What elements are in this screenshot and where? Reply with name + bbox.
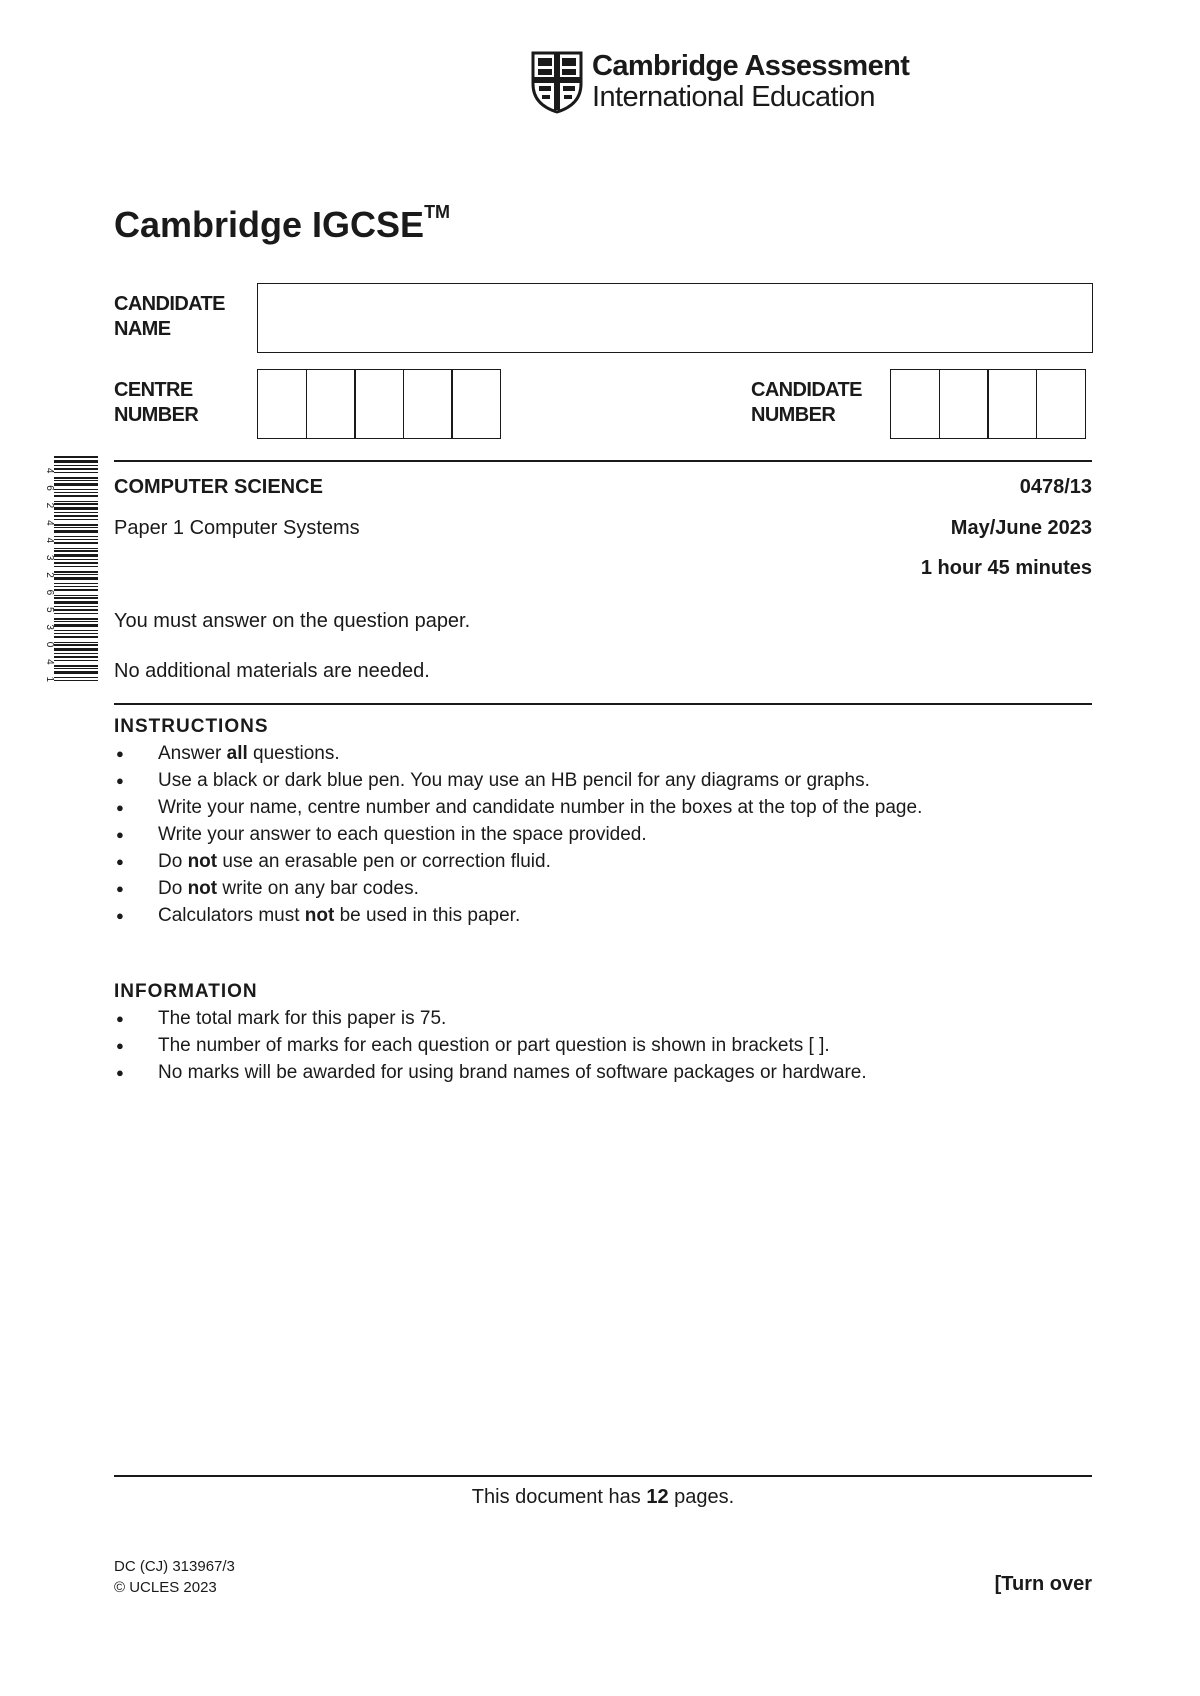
text: questions. <box>247 743 340 764</box>
text: be used in this paper. <box>334 905 521 926</box>
candidate-name-box[interactable] <box>257 283 1093 353</box>
title-text: Cambridge IGCSE <box>114 204 425 245</box>
text: use an erasable pen or correction fluid. <box>217 851 551 872</box>
information-item: ● The number of marks for each question or part question is shown in brackets [ ]. <box>114 1032 1094 1059</box>
candidate-number-label <box>751 378 862 428</box>
barcode-digit: 6 <box>44 589 55 596</box>
centre-number-label <box>114 378 198 428</box>
label-line: NAME <box>114 318 171 340</box>
page-count: 12 <box>646 1486 669 1508</box>
candidate-number-cell[interactable] <box>939 369 989 439</box>
turn-over: [Turn over <box>994 1573 1092 1595</box>
syllabus-code: 0478/13 <box>1019 476 1092 498</box>
centre-number-cell[interactable] <box>451 369 501 439</box>
instructions-heading: INSTRUCTIONS <box>114 716 269 737</box>
barcode-digit: 4 <box>44 467 55 474</box>
label-line: NUMBER <box>114 404 199 426</box>
barcode-digit: 4 <box>44 537 55 544</box>
text: Use a black or dark blue pen. You may use an HB pencil for any diagrams or graphs. <box>158 770 870 791</box>
page-count-note <box>114 1486 1092 1509</box>
copyright: © UCLES 2023 <box>114 1579 217 1596</box>
centre-number-boxes <box>257 369 501 439</box>
barcode-digit: 5 <box>44 606 55 613</box>
text: Do <box>158 878 188 899</box>
candidate-number-cell[interactable] <box>1036 369 1086 439</box>
barcode-digit: 3 <box>44 624 55 630</box>
doc-ref: DC (CJ) 313967/3 <box>114 1558 235 1575</box>
emphasis: all <box>226 743 248 764</box>
barcode-digit: 1 <box>44 676 55 683</box>
emphasis: not <box>187 878 218 899</box>
instructions-list <box>114 740 1094 929</box>
instruction-item <box>114 875 1094 902</box>
barcode-digit: 4 <box>44 520 55 526</box>
cambridge-crest-icon <box>530 50 584 114</box>
paper-name: Paper 1 Computer Systems <box>114 517 360 539</box>
divider-middle <box>114 703 1092 705</box>
text: pages. <box>668 1486 735 1508</box>
instruction-item <box>114 821 1094 848</box>
instruction-item <box>114 740 1094 767</box>
exam-duration: 1 hour 45 minutes <box>920 557 1092 579</box>
instruction-item <box>114 848 1094 875</box>
label-line: CANDIDATE <box>751 379 862 401</box>
candidate-name-label <box>114 292 225 342</box>
text: Write your answer to each question in the space provided. <box>158 824 647 845</box>
information-heading: INFORMATION <box>114 981 258 1002</box>
page-title <box>114 204 450 246</box>
instruction-item <box>114 767 1094 794</box>
barcode-icon <box>42 456 98 684</box>
centre-number-cell[interactable] <box>257 369 307 439</box>
text: write on any bar codes. <box>217 878 419 899</box>
exam-session: May/June 2023 <box>950 517 1092 539</box>
information-item: ● The total mark for this paper is 75. <box>114 1005 1094 1032</box>
emphasis: not <box>187 851 218 872</box>
text: Calculators must <box>158 905 305 926</box>
candidate-number-cell[interactable] <box>890 369 940 439</box>
label-line: CANDIDATE <box>114 293 225 315</box>
centre-number-cell[interactable] <box>306 369 356 439</box>
subject-name: COMPUTER SCIENCE <box>114 476 323 498</box>
label-line: CENTRE <box>114 379 193 401</box>
materials-note: No additional materials are needed. <box>114 660 430 682</box>
label-line: NUMBER <box>751 404 836 426</box>
divider-top <box>114 460 1092 462</box>
instruction-item <box>114 794 1094 821</box>
barcode-digit: 0 <box>44 641 55 648</box>
barcode-digit: 4 <box>44 659 55 665</box>
barcode-digit: 3 <box>44 554 55 561</box>
logo-line-1: Cambridge Assessment <box>592 50 910 82</box>
trademark: TM <box>424 202 451 222</box>
cambridge-logo <box>530 50 909 114</box>
information-item: ● No marks will be awarded for using brand names of software packages or hardware. <box>114 1059 1094 1086</box>
answer-note: You must answer on the question paper. <box>114 610 471 632</box>
barcode-digit: 6 <box>44 485 55 491</box>
document-reference <box>114 1556 235 1598</box>
instruction-item <box>114 902 1094 929</box>
centre-number-cell[interactable] <box>354 369 404 439</box>
logo-line-2: International Education <box>592 81 875 113</box>
candidate-number-boxes <box>890 369 1086 439</box>
text: Do <box>158 851 188 872</box>
text: Answer <box>158 743 227 764</box>
centre-number-cell[interactable] <box>403 369 453 439</box>
barcode-digit: 2 <box>44 572 55 578</box>
text: This document has <box>471 1486 647 1508</box>
divider-bottom <box>114 1475 1092 1477</box>
emphasis: not <box>304 905 335 926</box>
text: Write your name, centre number and candidate number in the boxes at the top of the page. <box>158 797 923 818</box>
barcode-digit: 2 <box>44 502 55 509</box>
candidate-number-cell[interactable] <box>987 369 1037 439</box>
information-list <box>114 1005 1094 1086</box>
